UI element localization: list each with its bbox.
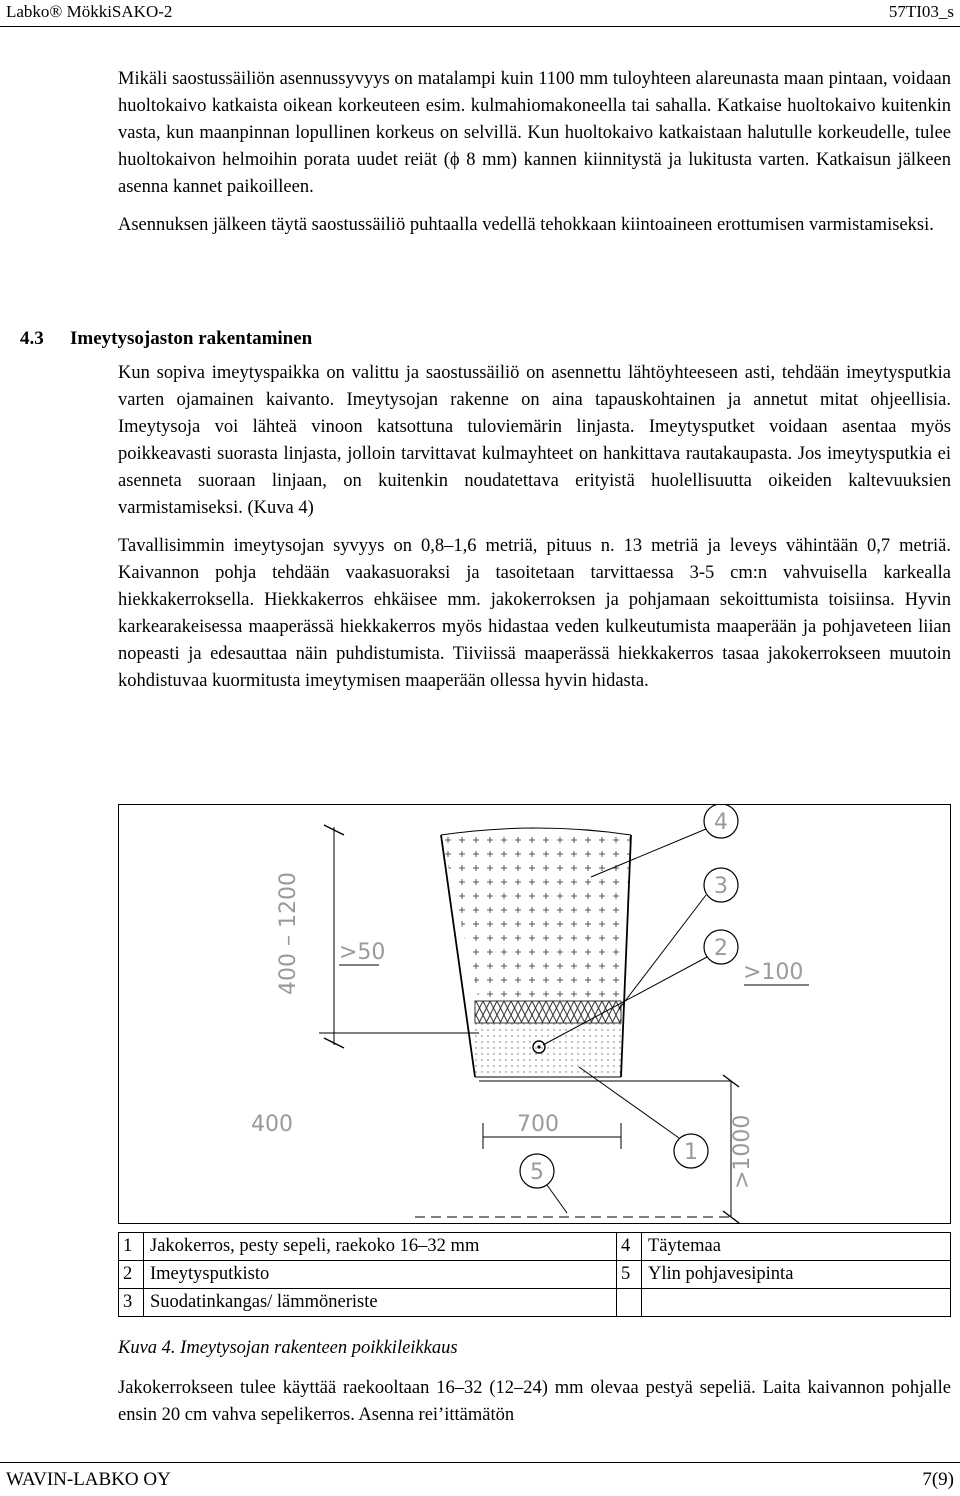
section-title: Imeytysojaston rakentaminen [70, 328, 313, 349]
dim-width-label: 700 [517, 1112, 559, 1137]
legend-description: Suodatinkangas/ lämmöneriste [144, 1289, 617, 1317]
legend-row [119, 1261, 951, 1289]
footer-company: WAVIN-LABKO OY [6, 1469, 171, 1490]
dim-min-cover-label: >50 [339, 940, 386, 965]
distribution-layer [475, 1023, 621, 1077]
figure-caption: Kuva 4. Imeytysojan rakenteen poikkileikkaus [118, 1338, 458, 1358]
svg-text:5: 5 [530, 1160, 544, 1185]
legend-number-empty [617, 1289, 642, 1317]
callout-1 [579, 1067, 708, 1168]
cross-section-drawing [119, 805, 950, 1223]
page-footer [0, 1462, 960, 1496]
legend-description: Jakokerros, pesty sepeli, raekoko 16–32 mm [144, 1233, 617, 1261]
paragraph-distribution-layer: Jakokerrokseen tulee käyttää raekooltaan 16–32 (12–24) mm olevaa pestyä sepeliä. Laita kaivannon pohjalle ensin 20 cm vahva sepelikerros. Asenna rei’ittämätön [118, 1378, 951, 1425]
legend-row [119, 1233, 951, 1261]
trench-cross-section-figure [118, 804, 951, 1224]
header-product: Labko® MökkiSAKO-2 [6, 2, 173, 21]
section-text [118, 360, 951, 695]
bottom-text [118, 1375, 951, 1429]
dim-min-depth-label: >1000 [730, 1114, 755, 1189]
legend-number: 1 [119, 1233, 144, 1261]
legend-description-empty [642, 1289, 951, 1317]
filter-fabric-layer [475, 1001, 621, 1023]
legend-number: 4 [617, 1233, 642, 1261]
callout-5 [520, 1154, 567, 1213]
svg-text:4: 4 [714, 810, 728, 835]
paragraph-depth: Tavallisimmin imeytysojan syvyys on 0,8–1,6 metriä, pituus n. 13 metriä ja leveys vähintään 0,7 metriä. Kaivannon pohja tehdään vaakasuoraksi ja tasoitetaan tarvittaessa 3-5 cm:n vahvuisella karkealla hiekkakerroksella. Hiekkakerros ehkäisee mm. jakokerroksen ja pohjamaan sekoittumista toisiinsa. Hyvin karkearakeisessa maaperässä hiekkakerros myös hidastaa veden kulkeutumista maaperään ja pohjaveteen liian nopeasti ja edesauttaa näin puhdistumista. Tiiviissä maaperässä hiekkakerros tasaa jakokerrokseen muutoin kohdistuvaa kuormitusta imeytymisen maaperään ollessa hyvin hidasta. [118, 536, 951, 691]
section-heading [20, 328, 312, 350]
dim-depth-label: 400 – 1200 [276, 872, 301, 995]
intro-text [118, 66, 951, 239]
svg-text:3: 3 [714, 874, 728, 899]
legend-number: 5 [617, 1261, 642, 1289]
header-doc-code: 57TI03_s [888, 2, 954, 21]
paragraph-cut-maintenance-well: Mikäli saostussäiliön asennussyvyys on matalampi kuin 1100 mm tuloyhteen alareunasta maan pintaan, voidaan huoltokaivo katkaista oikean korkeuteen esim. kulmahiomakoneella tai sahalla. Katkaise huoltokaivo kuitenkin vasta, kun maanpinnan lopullinen korkeus on selvillä. Kun huoltokaivo katkaistaan halutulle korkeudelle, tulee huoltokaivon helmoihin porata uudet reiät (ϕ 8 mm) kannen kiinnitystä ja lukitusta varten. Katkaisun jälkeen asenna kannet paikoilleen. [118, 69, 951, 197]
figure-legend-table [118, 1232, 951, 1317]
paragraph-trench: Kun sopiva imeytyspaikka on valittu ja saostussäiliö on asennettu lähtöyhteeseen asti, tehdään imeytysputkia varten ojamainen kaivanto. Imeytysojan rakenne on aina tapauskohtainen ja annetut mitat ohjeellisia. Imeytysoja voi lähteä vinoon katsottuna tuloviemärin linjasta. Imeytysputket voidaan asentaa myös poikkeavasti suorasta linjasta, jolloin tarvittavat kulmayhteet on hankittava rautakaupasta. Jos imeytysputkia ei asenneta suoraan linjaan, on kuitenkin noudatettava erityistä huolellisuutta oikeiden kaltevuuksien varmistamiseksi. (Kuva 4) [118, 363, 951, 518]
legend-description: Ylin pohjavesipinta [642, 1261, 951, 1289]
page-header [0, 0, 960, 27]
backfill-area [441, 828, 631, 1001]
section-number: 4.3 [20, 328, 44, 349]
dim-bottom-left-label: 400 [251, 1112, 293, 1137]
svg-text:2: 2 [714, 936, 728, 961]
legend-description: Imeytysputkisto [144, 1261, 617, 1289]
legend-number: 3 [119, 1289, 144, 1317]
footer-page-number: 7(9) [922, 1469, 954, 1490]
svg-text:1: 1 [684, 1140, 698, 1165]
legend-description: Täytemaa [642, 1233, 951, 1261]
legend-number: 2 [119, 1261, 144, 1289]
paragraph-fill-water: Asennuksen jälkeen täytä saostussäiliö puhtaalla vedellä tehokkaan kiintoaineen erottumisen varmistamiseksi. [118, 215, 934, 235]
legend-row [119, 1289, 951, 1317]
dim-min-side-label: >100 [743, 960, 804, 985]
